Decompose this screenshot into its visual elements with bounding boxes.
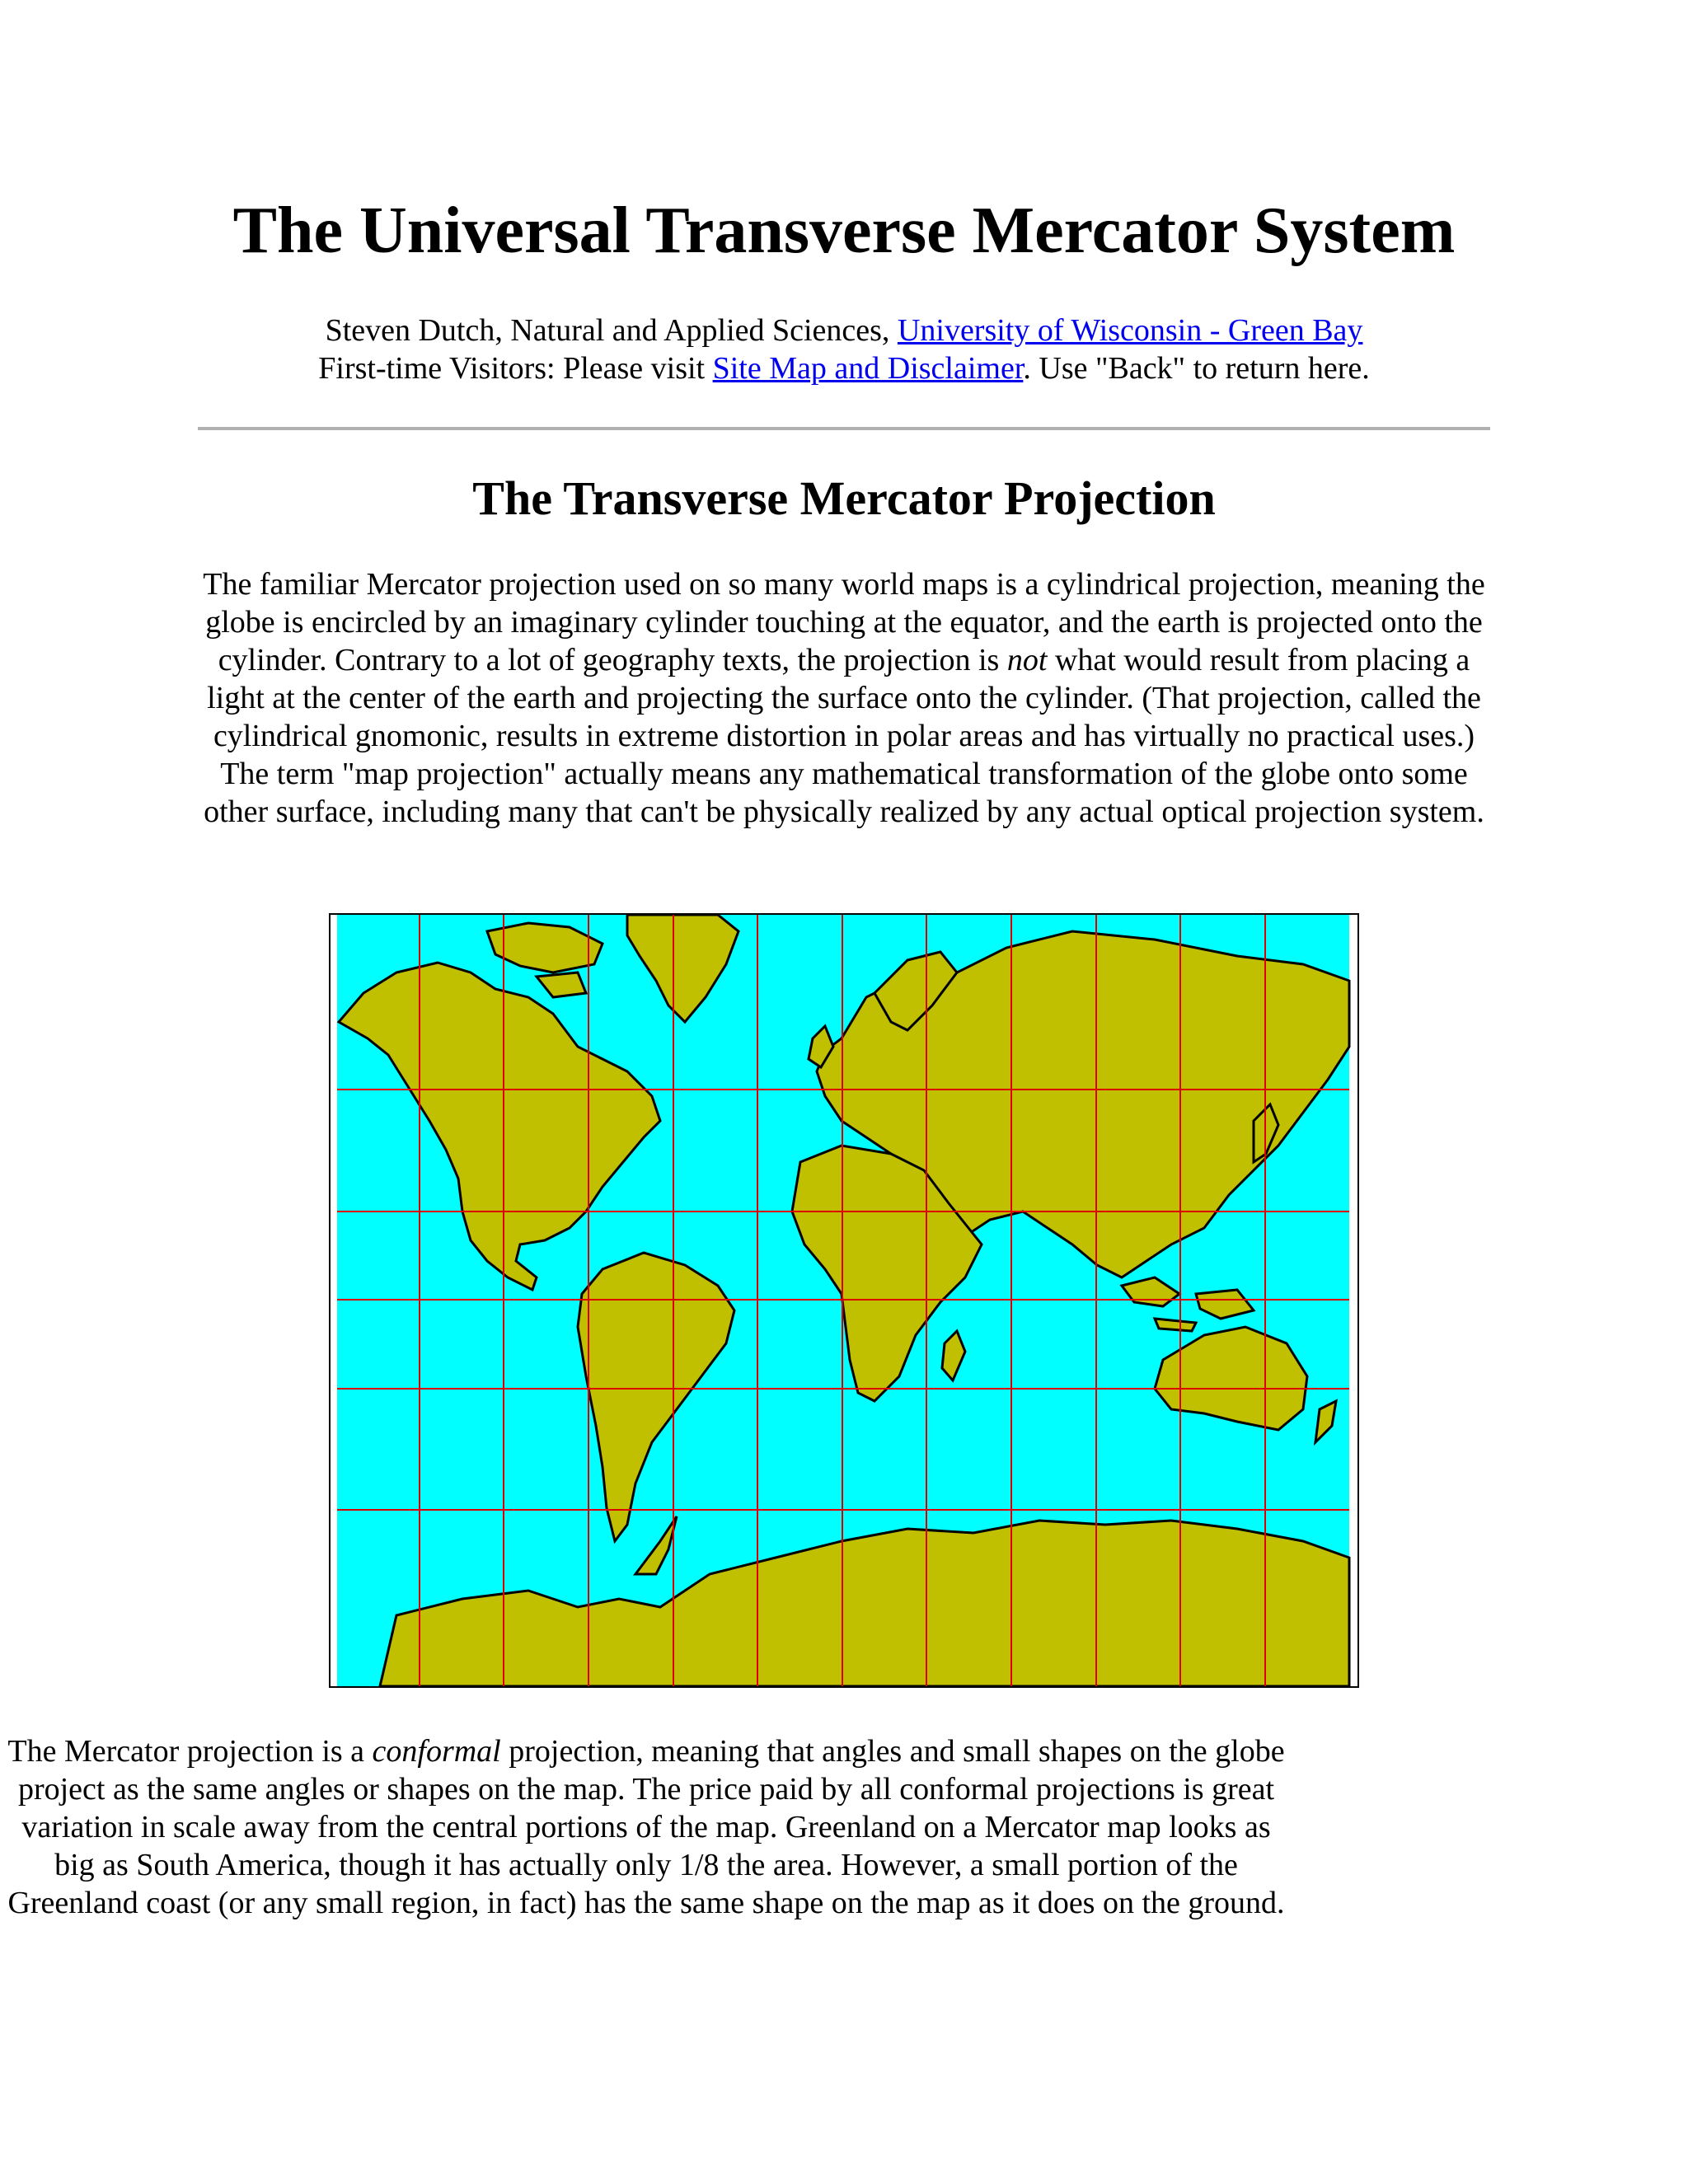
university-link[interactable]: University of Wisconsin - Green Bay — [897, 313, 1363, 348]
intro-text-2: what would result from placing a light at the center of the earth and projecting the surface onto the cylinder. (That projection, called the cylindrical gnomonic, results in extreme distortion in polar areas and has virtually no practical uses.) The term "map projection" actually means any mathematical transformation of the globe onto some other surface, including many that can't be physically realized by any actual optical projection system. — [204, 643, 1484, 829]
horizontal-rule — [198, 427, 1490, 430]
page-title: The Universal Transverse Mercator System — [232, 194, 1456, 267]
visitors-line — [198, 349, 1490, 387]
intro-text-1: The familiar Mercator projection used on so many world maps is a cylindrical projection, meaning the globe is encircled by an imaginary cylinder touching at the equator, and the earth is projected onto the cylinder. Contrary to a lot of geography texts, the projection is — [203, 567, 1485, 677]
conformal-emphasis: conformal — [372, 1734, 501, 1769]
sitemap-link[interactable]: Site Map and Disclaimer — [712, 351, 1024, 386]
author-line — [198, 312, 1490, 349]
mercator-world-map — [329, 913, 1359, 1688]
author-text: Steven Dutch, Natural and Applied Sciences, — [325, 313, 898, 348]
map-svg — [331, 915, 1357, 1686]
section-heading: The Transverse Mercator Projection — [472, 471, 1216, 525]
byline — [198, 312, 1490, 387]
conformal-text-1: The Mercator projection is a — [7, 1734, 373, 1769]
conformal-paragraph — [0, 1732, 1292, 1922]
intro-paragraph — [198, 565, 1490, 831]
intro-emphasis: not — [1006, 643, 1048, 677]
visitors-suffix-text: . Use "Back" to return here. — [1023, 351, 1370, 386]
visitors-text: First-time Visitors: Please visit — [318, 351, 713, 386]
conformal-text-2: projection, meaning that angles and small shapes on the globe project as the same angles or shapes on the map. The price paid by all conformal projections is great variation in scale away from the central portions of the map. Greenland on a Mercator map looks as big as South America, though it has actually only 1/8 the area. However, a small portion of the Greenland coast (or any small region, in fact) has the same shape on the map as it does on the ground. — [7, 1734, 1285, 1920]
